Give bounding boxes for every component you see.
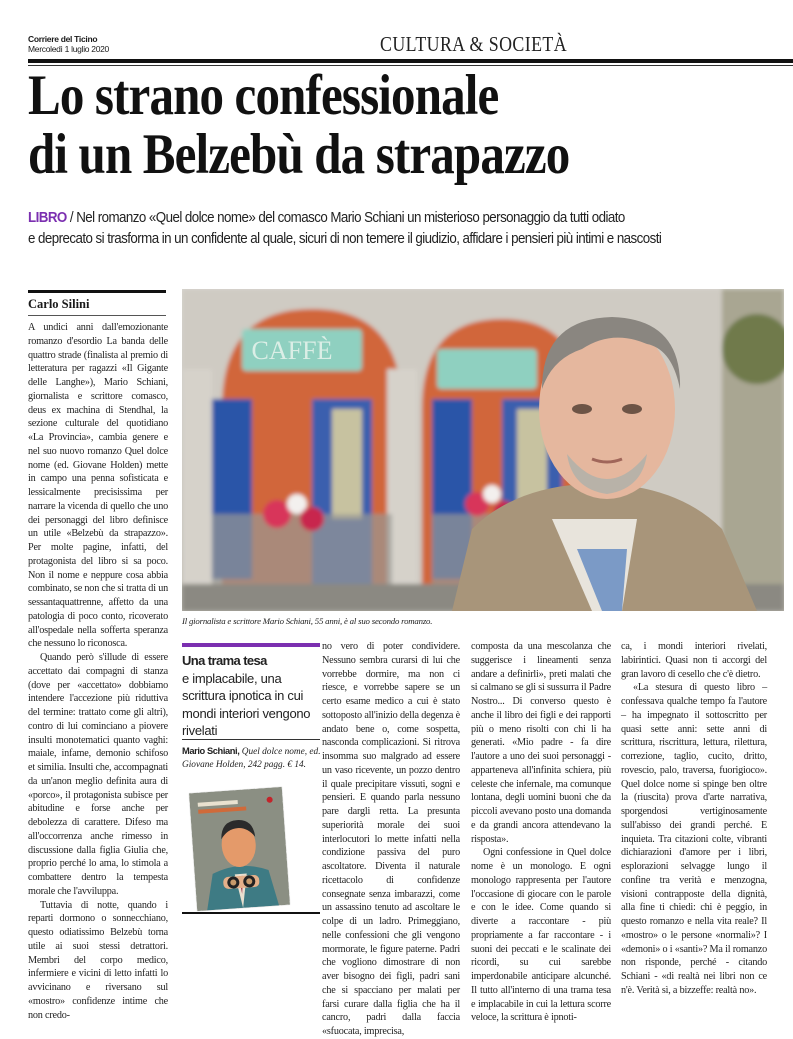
pullquote-bold: Una trama tesa bbox=[182, 653, 267, 668]
book-details: ed. Giovane Holden, 242 pagg. € 14. bbox=[182, 747, 321, 770]
body-column-1 bbox=[28, 321, 168, 1022]
sidebar-accent-rule bbox=[182, 643, 320, 647]
sidebar-bottom-rule bbox=[182, 912, 320, 914]
book-author: Mario Schiani, bbox=[182, 746, 240, 756]
byline: Carlo Silini bbox=[28, 297, 90, 311]
headline-line-1: Lo strano confessionale bbox=[28, 64, 499, 127]
author-photo-illustration bbox=[182, 289, 784, 611]
sidebar-rule bbox=[182, 739, 320, 740]
byline-rule-bottom bbox=[28, 315, 166, 316]
subhead-line-1 bbox=[28, 208, 736, 229]
byline-rule bbox=[28, 290, 166, 293]
sidebar-pullquote bbox=[182, 652, 322, 740]
body-column-3 bbox=[471, 640, 611, 1025]
paragraph: «La stesura di questo libro – confessava qualche tempo fa l'autore – ha impegnato il sottoscritto per quasi sette anni: sette anni di scrittura, riscrittura, lettura, rilettura, correzione, taglio, cucito, dritto, rovescio, palo, traversa, fuorigioco». Quel dolce nome si spinge ben oltre la (riuscita) prova d'arte narrativa, sporgendosi vertiginosamente sull'abisso dei grandi perché. E inquieta. Tra citazioni colte, vibranti dichiarazioni d'amore per i libri, esplorazioni selvagge lungo il confine tra verità e menzogna, visioni contrapposte della dignità, alla fine ti chiedi: chi è peggio, in questo romanzo e nella vita reale? Il «mostro» o le persone «normali»? I «demoni» o i «santi»? Ma il romanzo non risponde, perché - citando Schiani - «di realtà nei libri non ce n'è. Verità sì, a bizzeffe: realtà no». bbox=[621, 682, 767, 996]
headline-line-2: di un Belzebù da strapazzo bbox=[28, 123, 570, 186]
body-column-4 bbox=[621, 640, 767, 998]
cafe-sign-text: CAFFÈ bbox=[251, 336, 333, 365]
paragraph: A undici anni dall'emozionante romanzo d'esordio La banda delle quattro strade (finalista al premio di letteratura per ragazzi «Il Gigante delle Langhe»), Mario Schiani, giornalista e scrittore comasco, deus ex machina di Stendhal, la sezione culturale del quotidiano «La Provincia», cambia genere e nel suo nuovo romanzo Quel dolce nome (ed. Giovane Holden) mette in campo una penna sofisticata e lessicalmente precisissima per narrare la vicenda di quello che uno dei personaggi del libro definisce un utile «Belzebù da strapazzo». Per molte pagine, infatti, del protagonista del libro si sa poco. Non il nome e neppure cosa abbia combinato, se non che si tratta di un sessantaquattrenne, affetto da una patologia di poco conto, ricoverato all'ospedale nella sofferta speranza che nessuno lo riconosca. bbox=[28, 322, 168, 650]
kicker-label: LIBRO bbox=[28, 210, 67, 226]
paragraph: composta da una mescolanza che suggerisce i lineamenti senza andare a definirli», preti malati che si calmano se gli si sussurra il Padre Nostro... Di converso questo è anche il libro dei figli e dei rapporti più o meno risolti con chi li ha generati. «Mio padre - fa dire l'autore a uno dei suoi personaggi - apparteneva all'infinita schiera, più celeste che infernale, ma comunque lontana, degli uomini buoni che da piccoli avevano posto una domanda e da grandi ancora attendevano la risposta». bbox=[471, 641, 611, 845]
pullquote-text: e implacabile, una scrittura ipnotica in cui mondi interiori vengono rivelati bbox=[182, 670, 311, 738]
book-cover-illustration bbox=[189, 787, 290, 911]
subhead-text-1: / Nel romanzo «Quel dolce nome» del comasco Mario Schiani un misterioso personaggio da tutti odiato bbox=[66, 210, 625, 226]
issue-date: Mercoledì 1 luglio 2020 bbox=[28, 44, 109, 54]
subhead-line-2: e deprecato si trasforma in un confidente al quale, sicuri di non temere il giudizio, affidare i pensieri più intimi e nascosti bbox=[28, 231, 662, 247]
newspaper-name: Corriere del Ticino bbox=[28, 34, 98, 44]
body-column-2 bbox=[322, 640, 460, 1039]
subheadline bbox=[28, 208, 736, 250]
paragraph: no vero di poter condividere. Nessuno sembra curarsi di lui che vorrebbe dormire, ma non ci riesce, e vorrebbe sapere se un certo esame medico a cui è stato sottoposto all'inizio della degenza è andato bene o, come sospetta, nasconda complicazioni. Si ritrova insomma suo malgrado ad essere un vaso ricevente, un pozzo dentro il quale precipitare vissuti, sogni e pensieri. E quando parla nessuno pare dargli retta. La presunta superiorità morale dei suoi interlocutori lo mette infatti nella condizione passiva del puro ascoltatore. Diventa il naturale ricettacolo di confidenze consegnate senza imbarazzi, come un assassino tenuto ad ascoltare le colpe di un ladro. Primeggiano, nelle confessioni che gli vengono mormorate, le figure paterne. Padri che vogliono dimostrare di non aver bisogno dei figli, padri sani che si spacciano per malati per farsi curare dalla figlia che ha il cancro, padri dalla faccia «sfuocata, imprecisa, bbox=[322, 641, 460, 1037]
headline bbox=[28, 66, 569, 184]
photo-caption: Il giornalista e scrittore Mario Schiani, 55 anni, è al suo secondo romanzo. bbox=[182, 616, 433, 626]
masthead-rule-thick bbox=[28, 59, 793, 63]
book-title: Quel dolce nome, bbox=[241, 747, 308, 757]
section-title: CULTURA & SOCIETÀ bbox=[380, 32, 568, 56]
book-info bbox=[182, 745, 322, 771]
paragraph: Ogni confessione in Quel dolce nome è un monologo. E ogni monologo rappresenta per l'autore l'occasione di giocare con le parole e con le idee. Come quando si diverte a raccontare - più propriamente a far raccontare - i suoni dei peccati e le scalinate dei ricordi, su cui sarebbe imperdonabile anticipare alcunché. Il tutto all'interno di una trama tesa e implacabile in cui la lettura scorre veloce, la scrittura è ipnoti- bbox=[471, 847, 611, 1024]
paragraph: ca, i mondi interiori rivelati, labirintici. Quasi non ti accorgi del gran lavoro di cesello che c'è dietro. bbox=[621, 641, 767, 680]
paragraph: Quando però s'illude di essere accettato dai compagni di stanza (dove per «accettato» dobbiamo intendere l'accezione più riduttiva del termine: trattato come gli altri), contro di lui cominciano a piovere insulti monotematici quanto vaghi: maiale, infame, demonio schifoso et similia. Insulti che, accompagnati da un'anon meglio definita aura di «porco», il protagonista subisce per abitudine e forse anche per debolezza di carattere. Difeso ma all'occorrenza anche rimesso in discussione dalla figlia Giulia che, proprio perché lo ama, lo stimola a combattere dentro la tempesta morale che l'avviluppa. bbox=[28, 652, 168, 897]
paragraph: Tuttavia di notte, quando i reparti dormono o sonnecchiano, questo odiatissimo Belzebù torna utile ai suoi stessi detrattori. Membri del corpo medico, infermiere e vicini di letto infatti lo avvicinano e riversano sul «mostro» confidenze intime che non credo- bbox=[28, 899, 168, 1021]
book-cover-image bbox=[189, 787, 290, 911]
author-photo bbox=[182, 289, 784, 611]
